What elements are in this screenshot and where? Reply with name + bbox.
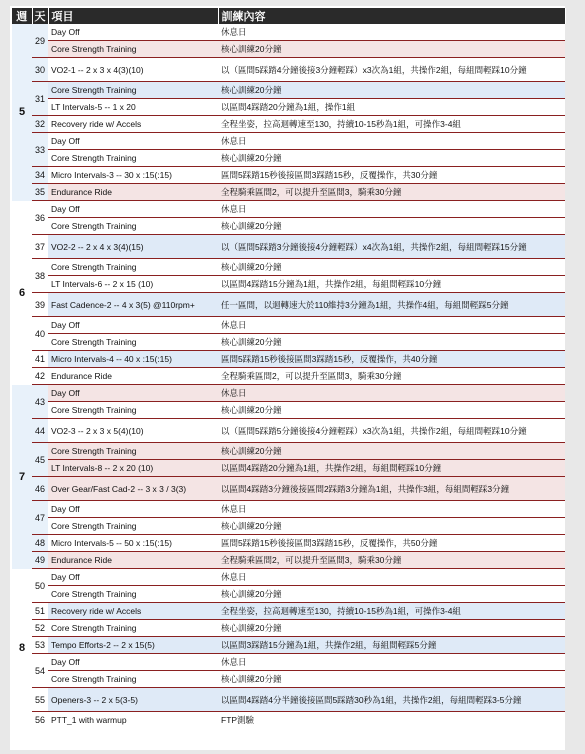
item-cell: Over Gear/Fast Cad-2 -- 3 x 3 / 3(3)	[48, 477, 218, 501]
content-cell: 核心訓練20分鐘	[218, 218, 565, 235]
week-cell: 8	[12, 569, 32, 729]
day-cell: 38	[32, 259, 48, 293]
item-cell: Day Off	[48, 317, 218, 334]
table-row	[12, 293, 565, 317]
week-cell: 7	[12, 385, 32, 569]
table-row	[12, 235, 565, 259]
content-cell: 休息日	[218, 24, 565, 41]
table-row	[12, 569, 565, 586]
table-row	[12, 460, 565, 477]
day-cell: 54	[32, 654, 48, 688]
day-cell: 50	[32, 569, 48, 603]
content-cell: 核心訓練20分鐘	[218, 150, 565, 167]
item-cell: Recovery ride w/ Accels	[48, 603, 218, 620]
item-cell: Core Strength Training	[48, 620, 218, 637]
table-row	[12, 133, 565, 150]
item-cell: Tempo Efforts-2 -- 2 x 15(5)	[48, 637, 218, 654]
content-cell: 區間5踩踏15秒後接區間3踩踏15秒，反覆操作，共40分鐘	[218, 351, 565, 368]
table-row	[12, 317, 565, 334]
table-row	[12, 385, 565, 402]
table-row	[12, 535, 565, 552]
training-table	[12, 8, 566, 728]
item-cell: Day Off	[48, 569, 218, 586]
content-cell: 全程騎乘區間2，可以提升至區間3，騎乘30分鐘	[218, 552, 565, 569]
item-cell: VO2-1 -- 2 x 3 x 4(3)(10)	[48, 58, 218, 82]
day-cell: 44	[32, 419, 48, 443]
week-cell: 6	[12, 201, 32, 385]
content-cell: 區間5踩踏15秒後接區間3踩踏15秒，反覆操作，共30分鐘	[218, 167, 565, 184]
item-cell: Micro Intervals-5 -- 50 x :15(:15)	[48, 535, 218, 552]
table-row	[12, 620, 565, 637]
content-cell: 全程坐姿，拉高迴轉速至130，持續10-15秒為1組，可操作3-4組	[218, 603, 565, 620]
table-row	[12, 201, 565, 218]
day-cell: 33	[32, 133, 48, 167]
day-cell: 41	[32, 351, 48, 368]
item-cell: Fast Cadence-2 -- 4 x 3(5) @110rpm+	[48, 293, 218, 317]
table-body	[12, 24, 565, 728]
table-row	[12, 82, 565, 99]
content-cell: 以區間4踩踏3分鐘後接區間2踩踏3分鐘為1組，共操作3組，每組間輕踩3分鐘	[218, 477, 565, 501]
table-row	[12, 688, 565, 712]
day-cell: 49	[32, 552, 48, 569]
content-cell: 核心訓練20分鐘	[218, 518, 565, 535]
content-cell: 休息日	[218, 569, 565, 586]
item-cell: Core Strength Training	[48, 259, 218, 276]
item-cell: Core Strength Training	[48, 82, 218, 99]
content-cell: 核心訓練20分鐘	[218, 671, 565, 688]
day-cell: 31	[32, 82, 48, 116]
item-cell: Endurance Ride	[48, 184, 218, 201]
item-cell: Day Off	[48, 385, 218, 402]
day-cell: 40	[32, 317, 48, 351]
content-cell: 任一區間，以迴轉速大於110維持3分鐘為1組，共操作4組，每組間輕踩5分鐘	[218, 293, 565, 317]
table-row	[12, 41, 565, 58]
header-item: 項目	[48, 8, 218, 24]
table-row	[12, 99, 565, 116]
table-row	[12, 402, 565, 419]
day-cell: 36	[32, 201, 48, 235]
item-cell: LT Intervals-8 -- 2 x 20 (10)	[48, 460, 218, 477]
day-cell: 45	[32, 443, 48, 477]
content-cell: 全程騎乘區間2，可以提升至區間3，騎乘30分鐘	[218, 184, 565, 201]
table-row	[12, 654, 565, 671]
table-row	[12, 184, 565, 201]
item-cell: Micro Intervals-3 -- 30 x :15(:15)	[48, 167, 218, 184]
day-cell: 46	[32, 477, 48, 501]
header-content: 訓練內容	[218, 8, 565, 24]
table-row	[12, 218, 565, 235]
table-row	[12, 712, 565, 729]
table-row	[12, 276, 565, 293]
content-cell: 以（區間5踩踏5分鐘後接4分鐘輕踩）x3次為1組，共操作2組，每組間輕踩10分鐘	[218, 419, 565, 443]
item-cell: LT Intervals-6 -- 2 x 15 (10)	[48, 276, 218, 293]
day-cell: 29	[32, 24, 48, 58]
content-cell: 以（區間5踩踏3分鐘後接4分鐘輕踩）x4次為1組，共操作2組，每組間輕踩15分鐘	[218, 235, 565, 259]
item-cell: Core Strength Training	[48, 150, 218, 167]
item-cell: Core Strength Training	[48, 518, 218, 535]
content-cell: 全程騎乘區間2，可以提升至區間3，騎乘30分鐘	[218, 368, 565, 385]
table-row	[12, 518, 565, 535]
content-cell: 以區間3踩踏15分鐘為1組，共操作2組，每組間輕踩5分鐘	[218, 637, 565, 654]
content-cell: 以（區間5踩踏4分鐘後接3分鐘輕踩）x3次為1組，共操作2組，每組間輕踩10分鐘	[218, 58, 565, 82]
item-cell: LT Intervals-5 -- 1 x 20	[48, 99, 218, 116]
content-cell: 以區間4踩踏20分鐘為1組，操作1組	[218, 99, 565, 116]
item-cell: Day Off	[48, 24, 218, 41]
header-day: 天	[32, 8, 48, 24]
day-cell: 32	[32, 116, 48, 133]
item-cell: Endurance Ride	[48, 552, 218, 569]
content-cell: 全程坐姿，拉高迴轉速至130，持續10-15秒為1組，可操作3-4組	[218, 116, 565, 133]
content-cell: FTP測驗	[218, 712, 565, 729]
item-cell: Core Strength Training	[48, 41, 218, 58]
item-cell: Core Strength Training	[48, 334, 218, 351]
table-row	[12, 368, 565, 385]
item-cell: Core Strength Training	[48, 402, 218, 419]
content-cell: 以區間4踩踏15分鐘為1組，共操作2組，每組間輕踩10分鐘	[218, 276, 565, 293]
day-cell: 55	[32, 688, 48, 712]
table-row	[12, 501, 565, 518]
day-cell: 53	[32, 637, 48, 654]
content-cell: 休息日	[218, 654, 565, 671]
day-cell: 51	[32, 603, 48, 620]
item-cell: Core Strength Training	[48, 671, 218, 688]
table-row	[12, 116, 565, 133]
day-cell: 52	[32, 620, 48, 637]
table-row	[12, 671, 565, 688]
table-row	[12, 586, 565, 603]
day-cell: 48	[32, 535, 48, 552]
content-cell: 核心訓練20分鐘	[218, 41, 565, 58]
content-cell: 核心訓練20分鐘	[218, 334, 565, 351]
table-row	[12, 443, 565, 460]
table-row	[12, 334, 565, 351]
item-cell: PTT_1 with warmup	[48, 712, 218, 729]
content-cell: 區間5踩踏15秒後接區間3踩踏15秒，反覆操作，共50分鐘	[218, 535, 565, 552]
item-cell: Core Strength Training	[48, 586, 218, 603]
day-cell: 34	[32, 167, 48, 184]
content-cell: 休息日	[218, 317, 565, 334]
table-row	[12, 603, 565, 620]
item-cell: Core Strength Training	[48, 443, 218, 460]
content-cell: 核心訓練20分鐘	[218, 259, 565, 276]
table-row	[12, 150, 565, 167]
item-cell: Endurance Ride	[48, 368, 218, 385]
header-row	[12, 8, 565, 24]
week-cell: 5	[12, 24, 32, 201]
content-cell: 休息日	[218, 201, 565, 218]
day-cell: 42	[32, 368, 48, 385]
table-row	[12, 552, 565, 569]
day-cell: 56	[32, 712, 48, 729]
content-cell: 核心訓練20分鐘	[218, 82, 565, 99]
table-row	[12, 477, 565, 501]
item-cell: Day Off	[48, 501, 218, 518]
content-cell: 以區間4踩踏4分半鐘後接區間5踩踏30秒為1組，共操作2組，每組間輕踩3-5分鐘	[218, 688, 565, 712]
table-row	[12, 24, 565, 41]
item-cell: Day Off	[48, 133, 218, 150]
table-row	[12, 637, 565, 654]
item-cell: Recovery ride w/ Accels	[48, 116, 218, 133]
content-cell: 休息日	[218, 385, 565, 402]
item-cell: Core Strength Training	[48, 218, 218, 235]
table-row	[12, 351, 565, 368]
content-cell: 核心訓練20分鐘	[218, 402, 565, 419]
content-cell: 核心訓練20分鐘	[218, 586, 565, 603]
day-cell: 47	[32, 501, 48, 535]
item-cell: VO2-3 -- 2 x 3 x 5(4)(10)	[48, 419, 218, 443]
day-cell: 39	[32, 293, 48, 317]
day-cell: 37	[32, 235, 48, 259]
day-cell: 43	[32, 385, 48, 419]
item-cell: Day Off	[48, 201, 218, 218]
day-cell: 30	[32, 58, 48, 82]
header-week: 週	[12, 8, 32, 24]
content-cell: 核心訓練20分鐘	[218, 443, 565, 460]
table-row	[12, 259, 565, 276]
content-cell: 核心訓練20分鐘	[218, 620, 565, 637]
content-cell: 以區間4踩踏20分鐘為1組，共操作2組，每組間輕踩10分鐘	[218, 460, 565, 477]
item-cell: Micro Intervals-4 -- 40 x :15(:15)	[48, 351, 218, 368]
content-cell: 休息日	[218, 501, 565, 518]
table-row	[12, 419, 565, 443]
table-row	[12, 167, 565, 184]
table-row	[12, 58, 565, 82]
item-cell: VO2-2 -- 2 x 4 x 3(4)(15)	[48, 235, 218, 259]
item-cell: Openers-3 -- 2 x 5(3-5)	[48, 688, 218, 712]
day-cell: 35	[32, 184, 48, 201]
content-cell: 休息日	[218, 133, 565, 150]
item-cell: Day Off	[48, 654, 218, 671]
